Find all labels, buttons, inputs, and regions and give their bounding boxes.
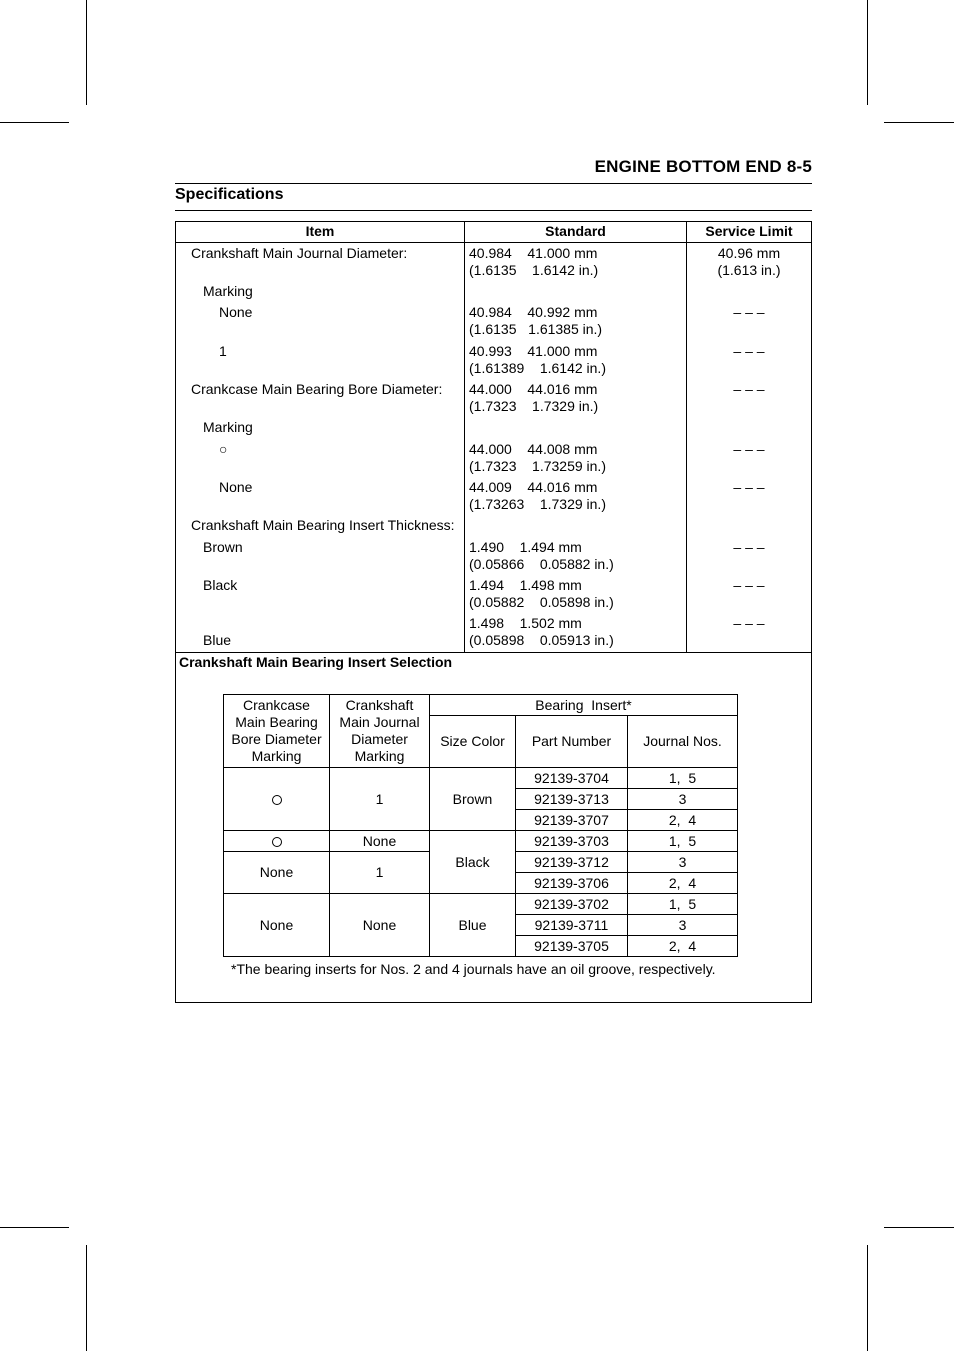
col-header-size-color: Size Color — [430, 716, 516, 768]
size-color-cell: Black — [430, 831, 516, 894]
col-header-journal-nos: Journal Nos. — [628, 716, 738, 768]
standard-value: 44.009 44.016 mm — [469, 479, 598, 495]
crop-mark — [884, 122, 954, 123]
part-number-cell: 92139-3705 — [516, 936, 628, 957]
journal-nos-cell: 1, 5 — [628, 894, 738, 915]
circle-mark-icon — [272, 837, 282, 847]
standard-value: 40.993 41.000 mm — [469, 343, 598, 359]
col-header-bore-marking: Crankcase Main Bearing Bore Diameter Marking — [224, 695, 330, 768]
standard-value: 40.984 41.000 mm — [469, 245, 598, 261]
col-header-part-number: Part Number — [516, 716, 628, 768]
bore-marking-cell: None — [224, 894, 330, 957]
journal-nos-cell: 3 — [628, 789, 738, 810]
item-label: Blue — [203, 632, 232, 648]
col-header-journal-marking: Crankshaft Main Journal Diameter Marking — [330, 695, 430, 768]
section-title: Specifications — [175, 186, 284, 203]
standard-value: 40.984 40.992 mm — [469, 304, 598, 320]
part-number-cell: 92139-3702 — [516, 894, 628, 915]
part-number-cell: 92139-3706 — [516, 873, 628, 894]
service-limit-value: – – – — [733, 441, 765, 457]
part-number-cell: 92139-3713 — [516, 789, 628, 810]
service-limit-value: – – – — [733, 539, 765, 555]
bore-marking-cell: None — [224, 852, 330, 894]
journal-nos-cell: 2, 4 — [628, 810, 738, 831]
size-color-cell: Brown — [430, 768, 516, 831]
crop-mark — [867, 0, 868, 105]
service-limit-value: – – – — [733, 479, 765, 495]
service-limit-value: – – – — [733, 304, 765, 320]
selection-footnote: *The bearing inserts for Nos. 2 and 4 journals have an oil groove, respectively. — [231, 961, 716, 977]
standard-value-in: (1.6135 1.6142 in.) — [469, 262, 599, 278]
item-label: Crankshaft Main Journal Diameter: — [191, 245, 408, 261]
crop-mark — [86, 1245, 87, 1351]
col-header-item: Item — [305, 223, 335, 239]
selection-title: Crankshaft Main Bearing Insert Selection — [179, 654, 453, 670]
header-divider — [176, 242, 811, 243]
journal-marking-cell: 1 — [330, 768, 430, 831]
item-label: None — [219, 479, 253, 495]
standard-value-in: (1.61389 1.6142 in.) — [469, 360, 606, 376]
service-limit-value: – – – — [733, 381, 765, 397]
service-limit-value-in: (1.613 in.) — [717, 262, 781, 278]
standard-value-in: (1.73263 1.7329 in.) — [469, 496, 606, 512]
crop-mark — [0, 122, 69, 123]
column-divider — [464, 222, 465, 652]
journal-nos-cell: 3 — [628, 852, 738, 873]
standard-value: 44.000 44.008 mm — [469, 441, 598, 457]
standard-value: 44.000 44.016 mm — [469, 381, 598, 397]
insert-selection-table — [223, 694, 738, 957]
standard-value: 1.494 1.498 mm — [469, 577, 582, 593]
item-label: Black — [203, 577, 238, 593]
service-limit-value: 40.96 mm — [717, 245, 781, 261]
section-divider — [176, 652, 811, 653]
standard-value-in: (1.7323 1.73259 in.) — [469, 458, 606, 474]
standard-value-in: (1.7323 1.7329 in.) — [469, 398, 599, 414]
page-header: ENGINE BOTTOM END 8-5 — [594, 157, 812, 176]
part-number-cell: 92139-3703 — [516, 831, 628, 852]
item-label: 1 — [219, 343, 227, 359]
item-label: Marking — [203, 283, 253, 299]
item-label: None — [219, 304, 253, 320]
part-number-cell: 92139-3704 — [516, 768, 628, 789]
crop-mark — [884, 1227, 954, 1228]
crop-mark — [0, 1227, 69, 1228]
journal-marking-cell: 1 — [330, 852, 430, 894]
part-number-cell: 92139-3711 — [516, 915, 628, 936]
service-limit-value: – – – — [733, 343, 765, 359]
item-label: Crankshaft Main Bearing Insert Thickness: — [191, 517, 455, 533]
journal-nos-cell: 3 — [628, 915, 738, 936]
standard-value-in: (1.6135 1.61385 in.) — [469, 321, 603, 337]
journal-nos-cell: 1, 5 — [628, 768, 738, 789]
standard-value-in: (0.05882 0.05898 in.) — [469, 594, 614, 610]
col-header-bearing-insert: Bearing Insert* — [430, 695, 738, 716]
size-color-cell: Blue — [430, 894, 516, 957]
bore-marking-cell — [224, 831, 330, 852]
standard-value-in: (0.05866 0.05882 in.) — [469, 556, 614, 572]
standard-value: 1.498 1.502 mm — [469, 615, 582, 631]
item-label: Marking — [203, 419, 253, 435]
part-number-cell: 92139-3712 — [516, 852, 628, 873]
standard-value: 1.490 1.494 mm — [469, 539, 582, 555]
journal-marking-cell: None — [330, 831, 430, 852]
service-limit-value: – – – — [733, 577, 765, 593]
journal-marking-cell: None — [330, 894, 430, 957]
standard-value-in: (0.05898 0.05913 in.) — [469, 632, 614, 648]
circle-mark-icon — [272, 795, 282, 805]
journal-nos-cell: 2, 4 — [628, 936, 738, 957]
part-number-cell: 92139-3707 — [516, 810, 628, 831]
journal-nos-cell: 2, 4 — [628, 873, 738, 894]
bore-marking-cell — [224, 768, 330, 831]
crop-mark — [86, 0, 87, 105]
item-label: Crankcase Main Bearing Bore Diameter: — [191, 381, 443, 397]
section-rule — [175, 210, 812, 211]
crop-mark — [867, 1245, 868, 1351]
col-header-service-limit: Service Limit — [705, 223, 793, 239]
item-label: Brown — [203, 539, 243, 555]
col-header-standard: Standard — [545, 223, 606, 239]
item-label: ○ — [219, 441, 228, 457]
journal-nos-cell: 1, 5 — [628, 831, 738, 852]
header-rule — [175, 183, 812, 184]
service-limit-value: – – – — [733, 615, 765, 631]
